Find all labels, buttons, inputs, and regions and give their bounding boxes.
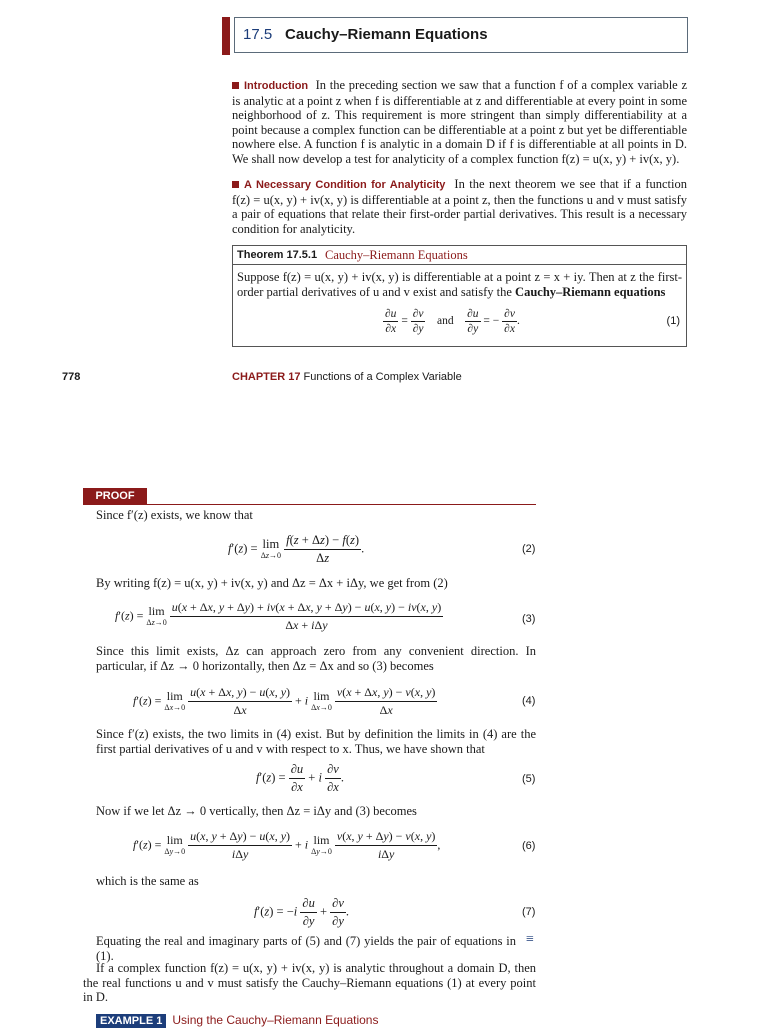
example-heading (96, 1011, 378, 1025)
proof-paragraph-4: Since f′(z) exists, the two limits in (4) exist. But by definition the limits in (4) are the first partial derivatives of u and v with respect to x. Thus, we have shown that (96, 727, 536, 756)
equation-number-4: (4) (522, 695, 536, 707)
du-dx-fraction: $\frac{\partial u}{\partial x}$ (385, 308, 397, 335)
theorem-header (233, 246, 686, 265)
introduction-paragraph (232, 78, 687, 167)
example-title: Using the Cauchy–Riemann Equations (172, 1013, 379, 1027)
dv-dy-fraction: $\frac{\partial v}{\partial y}$ (412, 308, 424, 335)
necessary-condition-paragraph (232, 177, 687, 236)
equation-number-5: (5) (522, 773, 536, 785)
section-header-bar (222, 17, 230, 55)
equation-6: f′(z) = lim Δy→0 $\frac{u(x, y + \Delta y) - u(x, y)}{\text{iΔy}}$ + i lim Δy→0 $\frac{v(x, y + \Delta y) - v(x, y)}{\text{iΔy}}$ , (133, 829, 441, 861)
equation-number-2: (2) (522, 543, 536, 555)
necessary-condition-heading: A Necessary Condition for Analyticity (244, 179, 446, 191)
bullet-square-icon (232, 82, 239, 89)
equation-number-6: (6) (522, 840, 536, 852)
equation-4: f′(z) = lim Δx→0 $\frac{u(x + \Delta x, y) - u(x, y)}{\Delta x}$ + i lim Δx→0 $\frac{v(x + \Delta x, y) - v(x, y)}{\Delta x}$ (133, 685, 436, 717)
end-of-proof-icon: ≡ (526, 932, 534, 947)
necessary-condition-text: In the next theorem we see that if a function f(z) = u(x, y) + iv(x, y) is differentiable at a point z, then the functions u and v must satisfy a pair of equations that relate their first-order partial derivatives. This result is a necessary condition for analyticity. (232, 177, 688, 236)
equation-7: f′(z) = −i $\frac{\partial u}{\partial y}$ + $\frac{\partial v}{\partial y}$ . (254, 896, 349, 928)
cauchy-riemann-equations: $\frac{\partial u}{\partial x}$ = $\frac{\partial v}{\partial y}$ and $\frac{\partial u}{\partial y}$ = − $\frac{\partial v}{\partial x}$ . (385, 308, 520, 335)
equation-3: f′(z) = lim Δz→0 $\frac{u(x + \Delta x, y + \Delta y) + iv(x + \Delta x, y + \Delta y) - u(x, y) - iv(x, y)}{\text{Δx + iΔy}}$ (115, 600, 442, 632)
chapter-running-head (232, 371, 462, 383)
equation-number-7: (7) (522, 906, 536, 918)
bullet-square-icon (232, 181, 239, 188)
example-label: EXAMPLE 1 (96, 1014, 166, 1028)
theorem-text (237, 270, 682, 299)
section-header-box (234, 17, 688, 53)
proof-paragraph-3: Since this limit exists, Δz can approach zero from any convenient direction. In particular, if Δz → 0 horizontally, then Δz = Δx and so (3) becomes (96, 644, 536, 673)
proof-paragraph-1: Since f′(z) exists, we know that (96, 508, 253, 522)
theorem-box (232, 245, 687, 347)
closing-paragraph: If a complex function f(z) = u(x, y) + iv(x, y) is analytic throughout a domain D, then the real functions u and v must satisfy the Cauchy–Riemann equations (1) at every point in D. (83, 961, 536, 1005)
introduction-text: In the preceding section we saw that a function f of a complex variable z is analytic at a point z when f is differentiable at z and differentiable at every point in some neighborhood of z. This requirement is more stringent than simply differentiability at a point because a complex function can be differentiable at a point z but yet be differentiable nowhere else. A function f is analytic in a domain D if f is differentiable at all points in D. We shall now develop a test for analyticity of a complex function f(z) = u(x, y) + iv(x, y). (232, 78, 687, 166)
equation-number-1: (1) (666, 315, 680, 327)
chapter-label: CHAPTER 17 (232, 371, 301, 383)
proof-paragraph-6: which is the same as (96, 874, 199, 888)
and-word: and (436, 315, 454, 328)
proof-paragraph-7: Equating the real and imaginary parts of (5) and (7) yields the pair of equations in (1). (96, 934, 516, 963)
section-number: 17.5 (243, 26, 273, 43)
proof-paragraph-5: Now if we let Δz → 0 vertically, then Δz = iΔy and (3) becomes (96, 804, 417, 818)
page-number: 778 (62, 371, 81, 383)
proof-rule (83, 504, 536, 505)
proof-paragraph-2: By writing f(z) = u(x, y) + iv(x, y) and Δz = Δx + iΔy, we get from (2) (96, 576, 448, 590)
chapter-title: Functions of a Complex Variable (303, 371, 462, 383)
limit-dz: lim Δz→0 (260, 536, 282, 560)
theorem-label: Theorem 17.5.1 (237, 249, 318, 261)
theorem-text-bold: Cauchy–Riemann equations (515, 284, 666, 299)
proof-label: PROOF (83, 488, 147, 504)
theorem-title: Cauchy–Riemann Equations (325, 248, 468, 262)
du-dy-fraction: $\frac{\partial u}{\partial y}$ (467, 308, 479, 335)
equation-number-3: (3) (522, 613, 536, 625)
section-title: Cauchy–Riemann Equations (285, 26, 488, 43)
equation-5: f′(z) = $\frac{\partial u}{\partial x}$ + i $\frac{\partial v}{\partial x}$ . (256, 762, 344, 794)
dv-dx-fraction: $\frac{\partial v}{\partial x}$ (504, 308, 515, 335)
equation-2: f′(z) = lim Δz→0 $\frac{f(z + \Delta z) - f(z)}{\Delta z}$ . (228, 533, 365, 565)
theorem-text-start: Suppose f(z) = u(x, y) + iv(x, y) is differentiable at a point z = x + iy. Then at z the first-order partial derivatives of u and v exist and satisfy the (237, 270, 682, 299)
introduction-heading: Introduction (244, 80, 309, 92)
